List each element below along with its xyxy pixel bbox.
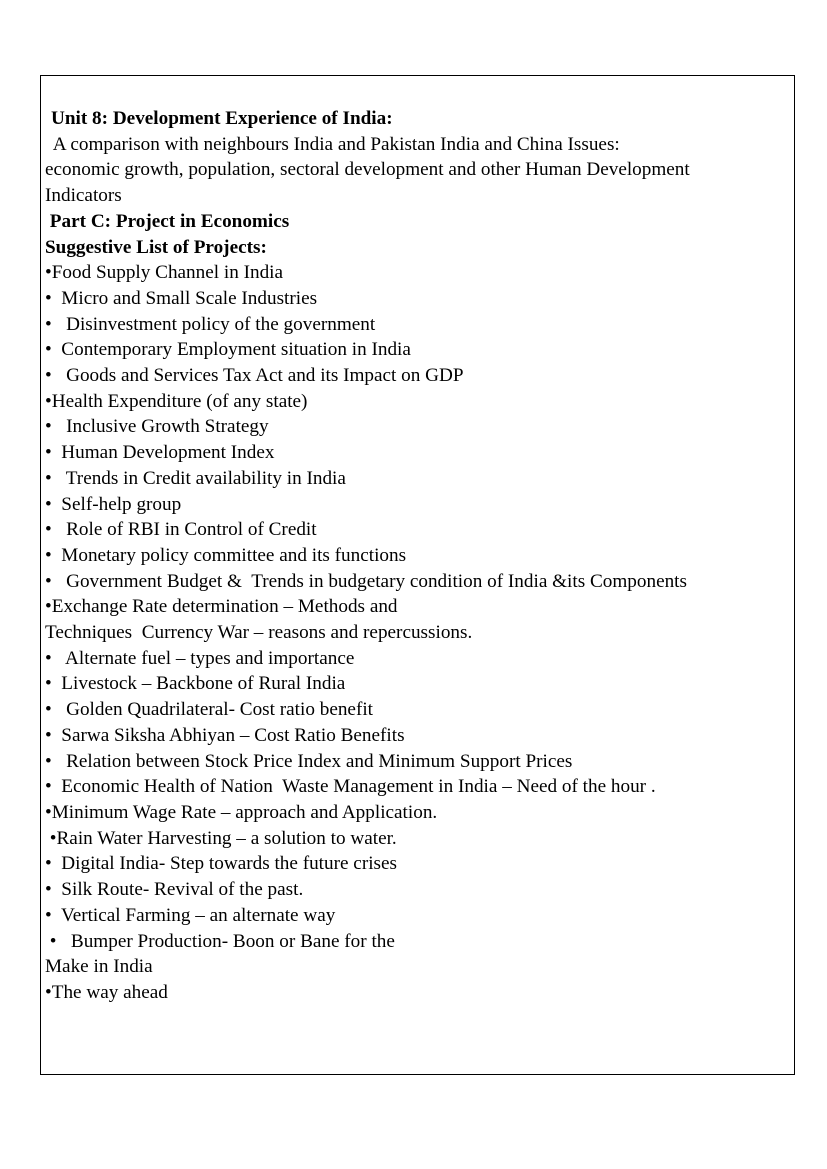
list-item: • Government Budget & Trends in budgetary condition of India &its Components bbox=[45, 570, 687, 592]
list-item: • Economic Health of Nation Waste Management in India – Need of the hour . bbox=[45, 776, 656, 798]
list-item: • Goods and Services Tax Act and its Impact on GDP bbox=[45, 365, 464, 387]
projects-list-heading: Suggestive List of Projects: bbox=[45, 236, 267, 258]
list-item: Make in India bbox=[45, 956, 153, 978]
list-item: • Role of RBI in Control of Credit bbox=[45, 519, 317, 541]
unit-description-line: Indicators bbox=[45, 185, 122, 207]
list-item: • Silk Route- Revival of the past. bbox=[45, 879, 304, 901]
unit-description-line: A comparison with neighbours India and Pakistan India and China Issues: bbox=[49, 133, 620, 155]
list-item: • Digital India- Step towards the future crises bbox=[45, 853, 397, 875]
list-item: • Inclusive Growth Strategy bbox=[45, 416, 269, 438]
list-item: • Alternate fuel – types and importance bbox=[45, 647, 355, 669]
list-item: • Livestock – Backbone of Rural India bbox=[45, 673, 346, 695]
list-item: • Trends in Credit availability in India bbox=[45, 467, 346, 489]
list-item: •Rain Water Harvesting – a solution to water. bbox=[45, 827, 397, 849]
unit-description-line: economic growth, population, sectoral development and other Human Development bbox=[45, 159, 690, 181]
list-item: • Self-help group bbox=[45, 493, 182, 515]
list-item: • Monetary policy committee and its functions bbox=[45, 544, 407, 566]
list-item: •Health Expenditure (of any state) bbox=[45, 390, 308, 412]
list-item: • Micro and Small Scale Industries bbox=[45, 287, 318, 309]
list-item: • Disinvestment policy of the government bbox=[45, 313, 376, 335]
projects-list bbox=[45, 260, 793, 1005]
list-item: • Human Development Index bbox=[45, 442, 275, 464]
list-item: • Sarwa Siksha Abhiyan – Cost Ratio Benefits bbox=[45, 724, 405, 746]
list-item: • Vertical Farming – an alternate way bbox=[45, 904, 336, 926]
list-item: • Bumper Production- Boon or Bane for the bbox=[45, 930, 395, 952]
list-item: •The way ahead bbox=[45, 981, 168, 1003]
list-item: •Exchange Rate determination – Methods and bbox=[45, 596, 398, 618]
unit-heading: Unit 8: Development Experience of India: bbox=[51, 108, 393, 129]
list-item: •Minimum Wage Rate – approach and Application. bbox=[45, 801, 438, 823]
list-item: • Golden Quadrilateral- Cost ratio benefit bbox=[45, 699, 374, 721]
list-item: Techniques Currency War – reasons and repercussions. bbox=[45, 622, 473, 644]
list-item: • Relation between Stock Price Index and Minimum Support Prices bbox=[45, 750, 573, 772]
document-body bbox=[45, 106, 793, 1006]
list-item: •Food Supply Channel in India bbox=[45, 262, 284, 284]
list-item: • Contemporary Employment situation in India bbox=[45, 339, 411, 361]
part-heading: Part C: Project in Economics bbox=[45, 210, 290, 232]
